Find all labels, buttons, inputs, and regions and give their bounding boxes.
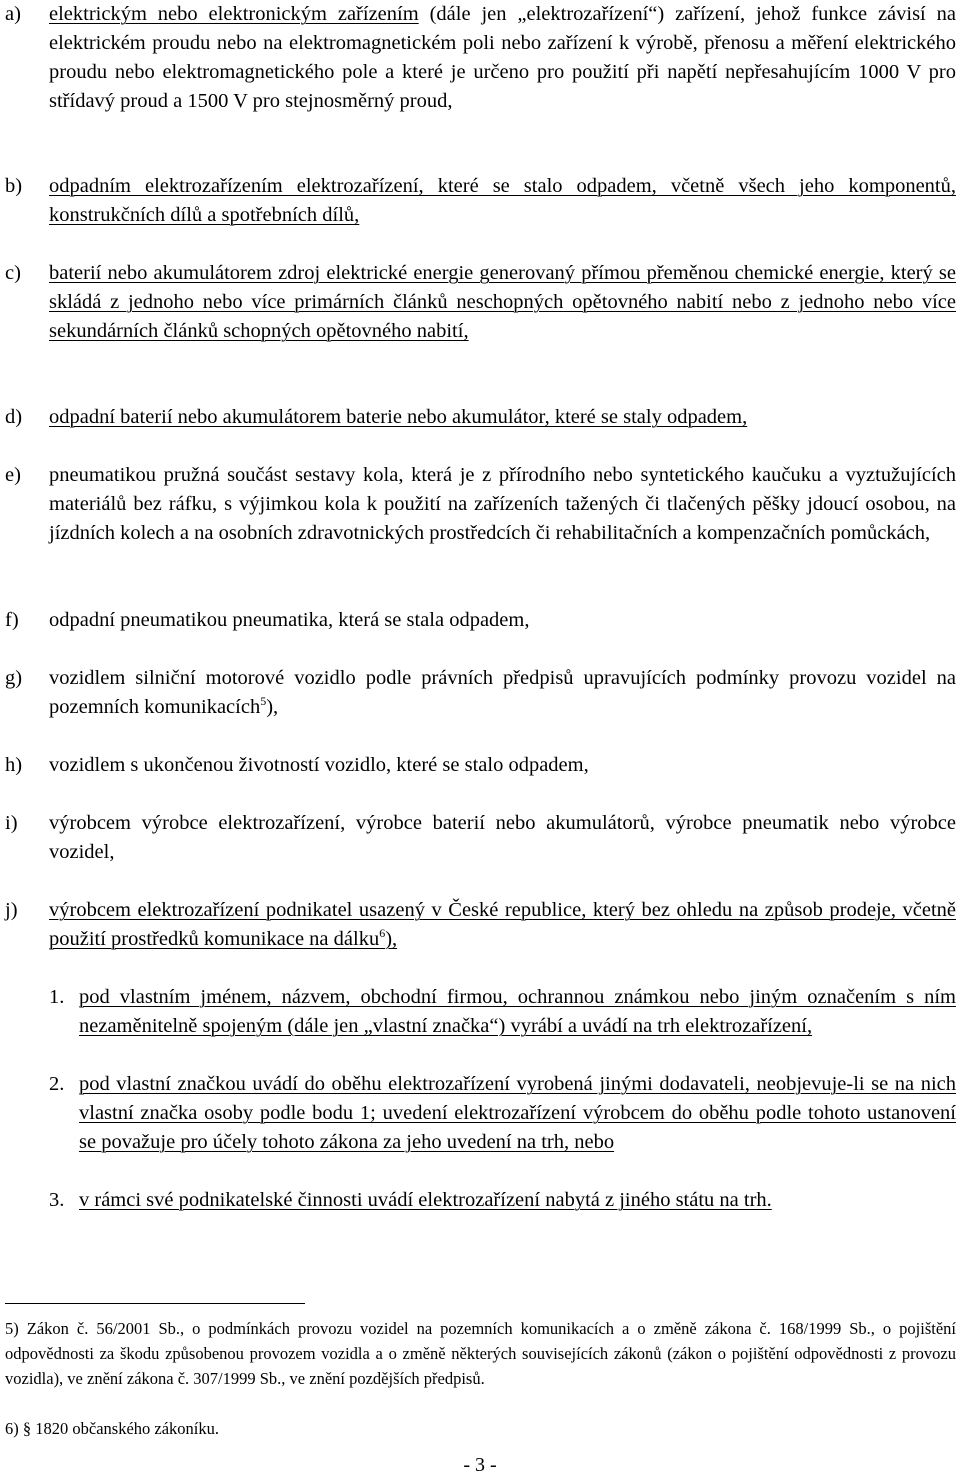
footnote-ref: 5 <box>260 694 267 708</box>
subitem-number: 3. <box>49 1189 65 1211</box>
subitem-number: 2. <box>49 1073 65 1095</box>
definition-d <box>0 403 956 432</box>
item-label: i) <box>5 812 18 834</box>
definition-c <box>0 259 956 346</box>
item-text: elektrickým nebo elektronickým zařízením (dále jen „elektrozařízení“) zařízení, jehož funkce závisí na elektrickém proudu nebo na elektromagnetickém poli nebo zařízení k výrobě, přenosu a měření elektrického proudu nebo elektromagnetického pole a které je určeno pro použití při napětí nepřesahujícím 1000 V pro střídavý proud a 1500 V pro stejnosměrný proud, <box>49 3 957 112</box>
definition-b <box>0 172 956 230</box>
item-label: g) <box>5 667 23 689</box>
definition-i <box>0 809 956 867</box>
item-label: e) <box>5 464 21 486</box>
footnote-5: 5) Zákon č. 56/2001 Sb., o podmínkách provozu vozidel na pozemních komunikacích a o změně zákona č. 168/1999 Sb., o pojištění odpovědnosti za škodu způsobenou provozem vozidla a o změně některých souvisejících zákonů (zákon o pojištění odpovědnosti z provozu vozidla), ve znění zákona č. 307/1999 Sb., ve znění pozdějších předpisů. <box>5 1319 956 1388</box>
subitem-text: pod vlastním jménem, názvem, obchodní firmou, ochrannou známkou nebo jiným označením s ním nezaměnitelně spojeným (dále jen „vlastní značka“) vyrábí a uvádí na trh elektrozařízení, <box>79 986 956 1037</box>
item-label: c) <box>5 262 21 284</box>
item-text: odpadní pneumatikou pneumatika, která se stala odpadem, <box>49 609 530 631</box>
item-label: j) <box>5 899 18 921</box>
defined-term: baterií nebo akumulátorem zdroj elektrické energie generovaný přímou přeměnou chemické energie, který se skládá z jednoho nebo více primárních článků neschopných opětovného nabití nebo z jednoho nebo více sekundárních článků schopných opětovného nabití, <box>49 262 956 342</box>
item-text <box>49 896 956 954</box>
defined-term: výrobcem elektrozařízení podnikatel usazený v České republice, který bez ohledu na způsob prodeje, včetně použití prostředků komunikace na dálku$^6$), <box>49 899 956 950</box>
definition-g <box>0 664 956 722</box>
footnote-divider <box>5 1303 305 1304</box>
footnote-6: 6) § 1820 občanského zákoníku. <box>5 1419 219 1438</box>
item-text: pneumatikou pružná součást sestavy kola, která je z přírodního nebo syntetického kaučuku a vyztužujících materiálů bez ráfku, s výjimkou kola k použití na zařízeních tažených či tlačených pěšky jdoucí osobou, na jízdních kolech a na osobních zdravotnických prostředcích či rehabilitačních a kompenzačních pomůckách, <box>49 464 956 544</box>
subitem-text: v rámci své podnikatelské činnosti uvádí elektrozařízení nabytá z jiného státu na trh. <box>79 1189 772 1211</box>
item-text: výrobcem výrobce elektrozařízení, výrobce baterií nebo akumulátorů, výrobce pneumatik nebo výrobce vozidel, <box>49 812 956 863</box>
defined-term: elektrickým nebo elektronickým zařízením <box>49 3 419 25</box>
subitem-1 <box>0 983 956 1041</box>
page-number: - 3 - <box>463 1454 497 1476</box>
defined-term: odpadní baterií nebo akumulátorem baterie nebo akumulátor, které se staly odpadem, <box>49 406 748 428</box>
item-text <box>49 403 956 432</box>
item-label: f) <box>5 609 19 631</box>
item-text <box>49 172 956 230</box>
item-text: vozidlem s ukončenou životností vozidlo, které se stalo odpadem, <box>49 754 589 776</box>
subitem-number: 1. <box>49 986 65 1008</box>
item-label: a) <box>5 3 21 25</box>
definition-h <box>0 751 956 780</box>
footnote-ref: 6 <box>379 926 386 940</box>
definition-j <box>0 896 956 954</box>
definition-a <box>0 0 956 116</box>
subitem-3 <box>0 1186 956 1215</box>
item-label: b) <box>5 175 23 197</box>
item-label: d) <box>5 406 23 428</box>
subitem-2 <box>0 1070 956 1157</box>
item-label: h) <box>5 754 23 776</box>
item-text <box>49 259 956 346</box>
defined-term: odpadním elektrozařízením elektrozařízení, které se stalo odpadem, včetně všech jeho komponentů, konstrukčních dílů a spotřebních dílů, <box>49 175 956 226</box>
item-text: vozidlem silniční motorové vozidlo podle právních předpisů upravujících podmínky provozu vozidel na pozemních komunikacích$^5$), <box>49 667 956 718</box>
subitem-text: pod vlastní značkou uvádí do oběhu elektrozařízení vyrobená jinými dodavateli, neobjevuje-li se na nich vlastní značka osoby podle bodu 1; uvedení elektrozařízení výrobcem do oběhu podle tohoto ustanovení se považuje pro účely tohoto zákona za jeho uvedení na trh, nebo <box>79 1073 956 1153</box>
definition-e <box>0 461 956 548</box>
definition-f <box>0 606 956 635</box>
